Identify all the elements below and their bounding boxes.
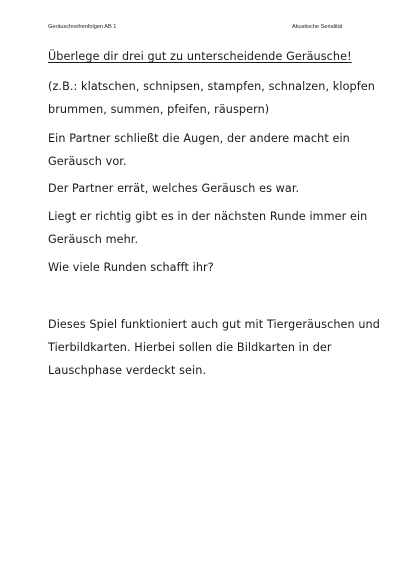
examples-line-2: brummen, summen, pfeifen, räuspern) bbox=[48, 103, 270, 116]
header-left-title: Geräuschreihenfolgen AB 1 bbox=[48, 24, 117, 30]
right-answer-paragraph bbox=[48, 205, 378, 251]
variant-line-1: Dieses Spiel funktioniert auch gut mit Tiergeräuschen und bbox=[48, 318, 380, 331]
header-right-topic: Akustische Serialität bbox=[292, 24, 343, 30]
task-title: Überlege dir drei gut zu unterscheidende Geräusche! bbox=[48, 50, 352, 63]
examples-line-1: (z.B.: klatschen, schnipsen, stampfen, schnalzen, klopfen bbox=[48, 80, 375, 93]
partner-line-1: Ein Partner schließt die Augen, der andere macht ein bbox=[48, 132, 350, 145]
right-answer-line-2: Geräusch mehr. bbox=[48, 233, 139, 246]
variant-line-3: Lauschphase verdeckt sein. bbox=[48, 364, 207, 377]
right-answer-line-1: Liegt er richtig gibt es in der nächsten Runde immer ein bbox=[48, 210, 368, 223]
partner-line-2: Geräusch vor. bbox=[48, 155, 127, 168]
rounds-question: Wie viele Runden schafft ihr? bbox=[48, 261, 214, 274]
examples-paragraph bbox=[48, 75, 378, 121]
variant-paragraph bbox=[48, 313, 378, 382]
partner-paragraph bbox=[48, 127, 378, 173]
guess-paragraph: Der Partner errät, welches Geräusch es war. bbox=[48, 182, 300, 195]
variant-line-2: Tierbildkarten. Hierbei sollen die Bildkarten in der bbox=[48, 341, 332, 354]
